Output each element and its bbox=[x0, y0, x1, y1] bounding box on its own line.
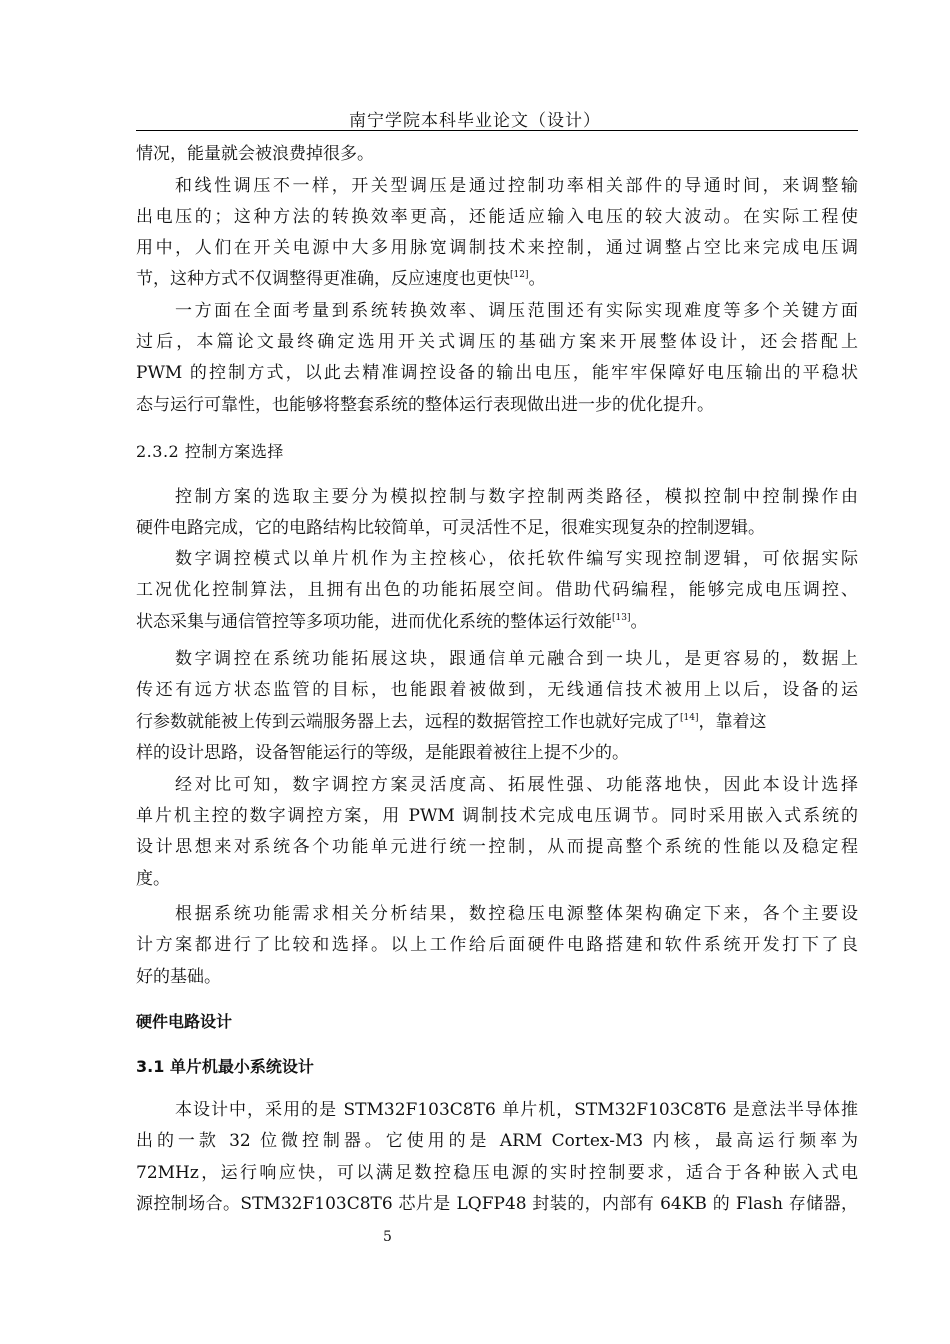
section-title: 单片机最小系统设计 bbox=[169, 1057, 314, 1076]
paragraph-line: 情况，能量就会被浪费掉很多。 bbox=[136, 144, 374, 164]
paragraph-line: 用中，人们在开关电源中大多用脉宽调制技术来控制，通过调整占空比来完成电压调 bbox=[136, 238, 858, 258]
paragraph-line: 工况优化控制算法，且拥有出色的功能拓展空间。借助代码编程，能够完成电压调控、 bbox=[136, 580, 858, 600]
line-text-end: 。 bbox=[528, 269, 546, 289]
paragraph-line: 出电压的；这种方法的转换效率更高，还能适应输入电压的较大波动。在实际工程使 bbox=[136, 207, 858, 227]
paragraph-line: 设计思想来对系统各个功能单元进行统一控制，从而提高整个系统的性能以及稳定程 bbox=[136, 837, 858, 857]
paragraph-line: 出的一款 32 位微控制器。它使用的是 ARM Cortex-M3 内核，最高运行频率为 bbox=[136, 1131, 858, 1151]
paragraph-line bbox=[136, 711, 858, 733]
paragraph-line: 和线性调压不一样，开关型调压是通过控制功率相关部件的导通时间，来调整输 bbox=[175, 176, 858, 196]
section-number: 2.3.2 bbox=[136, 442, 180, 461]
paragraph-line: 单片机主控的数字调控方案，用 PWM 调制技术完成电压调节。同时采用嵌入式系统的 bbox=[136, 806, 858, 826]
paragraph-line: 计方案都进行了比较和选择。以上工作给后面硬件电路搭建和软件系统开发打下了良 bbox=[136, 935, 858, 955]
paragraph-line: 数字调控在系统功能拓展这块，跟通信单元融合到一块儿，是更容易的，数据上 bbox=[175, 649, 858, 669]
chapter-heading: 硬件电路设计 bbox=[136, 1012, 233, 1031]
line-text-end: ，靠着这 bbox=[698, 712, 767, 732]
section-heading-3-1 bbox=[136, 1056, 858, 1078]
line-text-end: 。 bbox=[630, 612, 648, 632]
paragraph-line: 72MHz，运行响应快，可以满足数控稳压电源的实时控制要求，适合于各种嵌入式电 bbox=[136, 1163, 858, 1183]
line-text: 节，这种方式不仅调整得更准确，反应速度也更快 bbox=[136, 269, 510, 289]
page-number: 5 bbox=[383, 1229, 392, 1245]
paragraph-line: 一方面在全面考量到系统转换效率、调压范围还有实际实现难度等多个关键方面 bbox=[175, 301, 858, 321]
paragraph-line: 本设计中，采用的是 STM32F103C8T6 单片机，STM32F103C8T6 是意法半导体推 bbox=[175, 1100, 858, 1120]
line-text: 状态采集与通信管控等多项功能，进而优化系统的整体运行效能 bbox=[136, 612, 612, 632]
paragraph-line: 数字调控模式以单片机作为主控核心，依托软件编写实现控制逻辑，可依据实际 bbox=[175, 549, 858, 569]
citation-reference: [14] bbox=[680, 713, 699, 723]
paragraph-line: 态与运行可靠性，也能够将整套系统的整体运行表现做出进一步的优化提升。 bbox=[136, 395, 714, 415]
paragraph-line: 传还有远方状态监管的目标，也能跟着被做到，无线通信技术被用上以后，设备的运 bbox=[136, 680, 858, 700]
header-divider bbox=[136, 130, 858, 131]
citation-reference: [13] bbox=[612, 613, 631, 623]
paragraph-line: 根据系统功能需求相关分析结果，数控稳压电源整体架构确定下来，各个主要设 bbox=[175, 904, 858, 924]
paragraph-line bbox=[136, 611, 858, 633]
paragraph-line: 硬件电路完成，它的电路结构比较简单，可灵活性不足，很难实现复杂的控制逻辑。 bbox=[136, 518, 765, 538]
paragraph-line: 过后，本篇论文最终确定选用开关式调压的基础方案来开展整体设计，还会搭配上 bbox=[136, 332, 858, 352]
paragraph-line: 源控制场合。STM32F103C8T6 芯片是 LQFP48 封装的，内部有 64KB 的 Flash 存储器， bbox=[136, 1194, 858, 1214]
paragraph-line: 控制方案的选取主要分为模拟控制与数字控制两类路径，模拟控制中控制操作由 bbox=[175, 487, 858, 507]
line-text: 行参数就能被上传到云端服务器上去，远程的数据管控工作也就好完成了 bbox=[136, 712, 680, 732]
paragraph-line: 好的基础。 bbox=[136, 967, 221, 987]
citation-reference: [12] bbox=[510, 270, 529, 280]
paragraph-line bbox=[136, 268, 858, 290]
section-title: 控制方案选择 bbox=[184, 442, 284, 461]
section-number: 3.1 bbox=[136, 1057, 165, 1076]
page-header-title: 南宁学院本科毕业论文（设计） bbox=[349, 111, 601, 131]
paragraph-line: 样的设计思路，设备智能运行的等级，是能跟着被往上提不少的。 bbox=[136, 743, 629, 763]
section-heading-2-3-2 bbox=[136, 441, 858, 463]
paragraph-line: 度。 bbox=[136, 869, 170, 889]
paragraph-line: 经对比可知，数字调控方案灵活度高、拓展性强、功能落地快，因此本设计选择 bbox=[175, 775, 858, 795]
paragraph-line: PWM 的控制方式，以此去精准调控设备的输出电压，能牢牢保障好电压输出的平稳状 bbox=[136, 363, 858, 383]
